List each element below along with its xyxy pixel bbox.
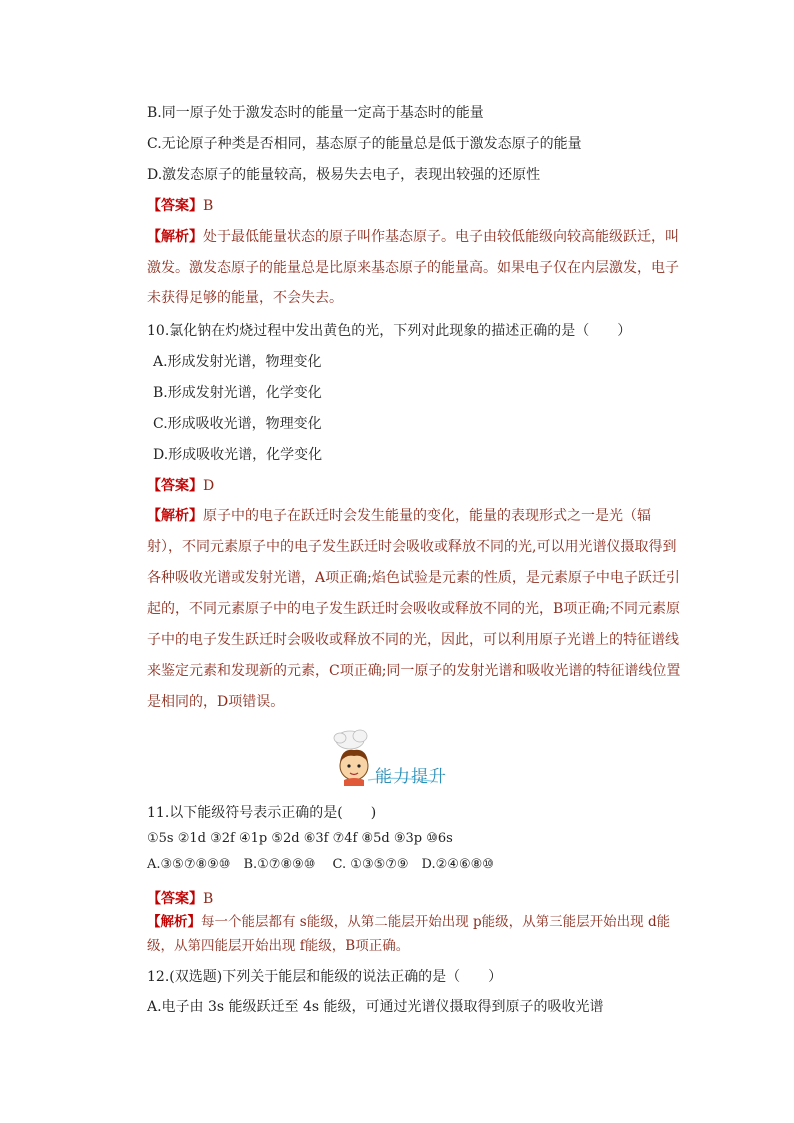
- answer-tag: 【答案】: [147, 891, 203, 907]
- q10-analysis: [147, 501, 683, 718]
- q12-stem: 12.(双选题)下列关于能层和能级的说法正确的是（ ）: [147, 969, 503, 985]
- answer-value: D: [203, 478, 215, 494]
- q10-option-b: B.形成发射光谱，化学变化: [153, 385, 322, 401]
- q9-option-d: D.激发态原子的能量较高，极易失去电子，表现出较强的还原性: [147, 167, 541, 183]
- q11-analysis: [147, 910, 677, 958]
- answer-tag: 【答案】: [147, 478, 203, 494]
- analysis-text: 原子中的电子在跃迁时会发生能量的变化，能量的表现形式之一是光（辐射），不同元素原子中的电子发生跃迁时会吸收或释放不同的光,可以用光谱仪摄取得到各种吸收光谱或发射光谱，A项正确;焰色试验是元素的性质，是元素原子中电子跃迁引起的，不同元素原子中的电子发生跃迁时会吸收或释放不同的光，B项正确;不同元素原子中的电子发生跃迁时会吸收或释放不同的光，因此，可以利用原子光谱上的特征谱线来鉴定元素和发现新的元素，C项正确;同一原子的发射光谱和吸收光谱的特征谱线位置是相同的，D项错误。: [147, 508, 681, 710]
- analysis-text: 处于最低能量状态的原子叫作基态原子。电子由较低能级向较高能级跃迁，叫激发。激发态原子的能量总是比原来基态原子的能量高。如果电子仅在内层激发，电子未获得足够的能量，不会失去。: [147, 229, 679, 306]
- q9-option-c: C.无论原子种类是否相同，基态原子的能量总是低于激发态原子的能量: [147, 136, 582, 152]
- q10-option-a: A.形成发射光谱，物理变化: [153, 354, 322, 370]
- analysis-tag: 【解析】: [147, 914, 201, 930]
- q11-stem: 11.以下能级符号表示正确的是( ): [147, 805, 377, 821]
- analysis-tag: 【解析】: [147, 508, 203, 524]
- q12-option-a: A.电子由 3s 能级跃迁至 4s 能级，可通过光谱仪摄取得到原子的吸收光谱: [147, 999, 604, 1015]
- answer-value: B: [203, 198, 214, 214]
- q11-answer: [147, 890, 213, 908]
- q9-analysis: [147, 222, 683, 314]
- section-title: 能力提升: [375, 767, 447, 787]
- q11-options: A.③⑤⑦⑧⑨⑩ B.①⑦⑧⑨⑩ C. ①③⑤⑦⑨ D.②④⑥⑧⑩: [147, 857, 494, 872]
- answer-tag: 【答案】: [147, 198, 203, 214]
- q9-answer: [147, 197, 213, 215]
- q9-option-b: B.同一原子处于激发态时的能量一定高于基态时的能量: [147, 105, 484, 121]
- answer-value: B: [203, 891, 214, 907]
- analysis-tag: 【解析】: [147, 229, 203, 245]
- q11-items: ①5s ②1d ③2f ④1p ⑤2d ⑥3f ⑦4f ⑧5d ⑨3p ⑩6s: [147, 831, 453, 846]
- analysis-text: 每一个能层都有 s能级，从第二能层开始出现 p能级，从第三能层开始出现 d能级，从第四能层开始出现 f能级，B项正确。: [147, 914, 671, 954]
- q10-option-d: D.形成吸收光谱，化学变化: [153, 447, 323, 463]
- q10-answer: [147, 477, 214, 495]
- q10-option-c: C.形成吸收光谱，物理变化: [153, 416, 322, 432]
- q10-stem: 10.氯化钠在灼烧过程中发出黄色的光，下列对此现象的描述正确的是（ ）: [147, 323, 632, 339]
